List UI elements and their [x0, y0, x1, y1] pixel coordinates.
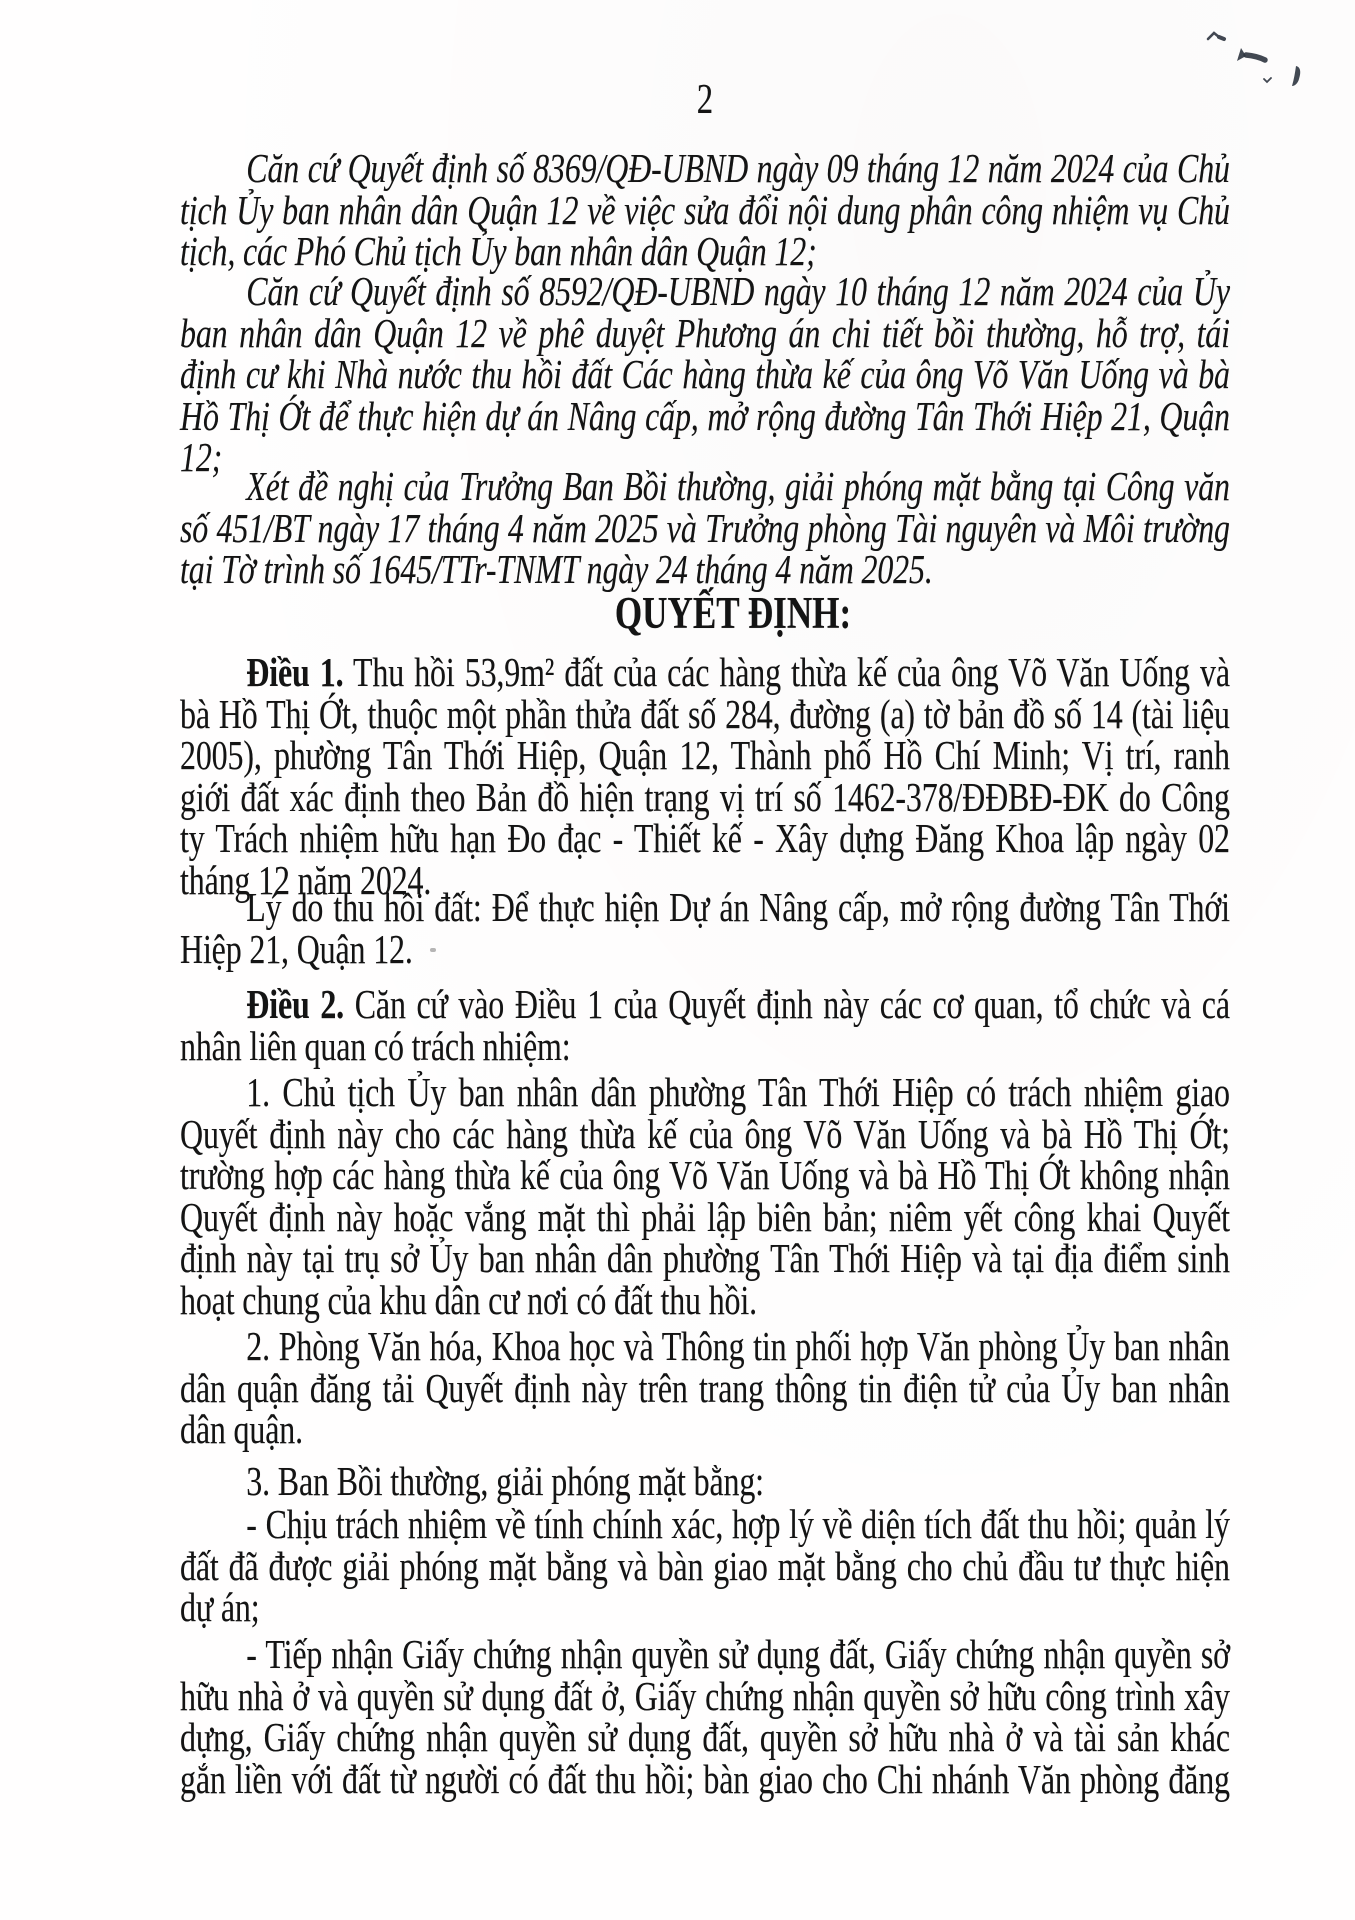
paragraph [180, 1069, 1230, 1323]
paragraph [180, 1631, 1230, 1802]
text-line: Quyết định này hoặc vắng mặt thì phải lập biên bản; niêm yết công khai Quyết [180, 1193, 1230, 1240]
text-line: hoạt chung của khu dân cư nơi có đất thu hồi. [180, 1276, 757, 1323]
text-line: Hồ Thị Ớt để thực hiện dự án Nâng cấp, mở rộng đường Tân Thới Hiệp 21, Quận [180, 392, 1230, 439]
text-line: Căn cứ Quyết định số 8369/QĐ-UBND ngày 09 tháng 12 năm 2024 của Chủ [246, 145, 1230, 191]
text-line: giới đất xác định theo Bản đồ hiện trạng vị trí số 1462-378/ĐĐBĐ-ĐK do Công [180, 773, 1230, 820]
text-line: hữu nhà ở và quyền sử dụng đất ở, Giấy chứng nhận quyền sở hữu công trình xây [180, 1672, 1230, 1719]
text-line: số 451/BT ngày 17 tháng 4 năm 2025 và Trưởng phòng Tài nguyên và Môi trường [180, 504, 1230, 551]
paragraph [180, 145, 1230, 274]
text-line: đất đã được giải phóng mặt bằng và bàn giao mặt bằng cho chủ đầu tư thực hiện [180, 1542, 1230, 1589]
text-line: dự án; [180, 1584, 260, 1630]
paragraph [180, 1323, 1230, 1452]
page-number: 2 [696, 77, 714, 123]
text-line: bà Hồ Thị Ớt, thuộc một phần thửa đất số 284, đường (a) tờ bản đồ số 14 (tài liệu [180, 690, 1230, 737]
text-line: dân quận đăng tải Quyết định này trên trang thông tin điện tử của Ủy ban nhân [180, 1364, 1230, 1411]
text-line: tại Tờ trình số 1645/TTr-TNMT ngày 24 tháng 4 năm 2025. [180, 546, 933, 592]
text-line: 12; [180, 434, 223, 480]
text-line: Điều 2. Căn cứ vào Điều 1 của Quyết định này các cơ quan, tổ chức và cá [246, 981, 1230, 1027]
paragraph [180, 268, 1230, 480]
text-line: 2005), phường Tân Thới Hiệp, Quận 12, Thành phố Hồ Chí Minh; Vị trí, ranh [180, 732, 1230, 778]
paragraph [180, 463, 1230, 592]
section-heading: QUYẾT ĐỊNH: [614, 588, 852, 638]
text-line: ban nhân dân Quận 12 về phê duyệt Phương án chi tiết bồi thường, hỗ trợ, tái [180, 309, 1230, 356]
text-line: - Tiếp nhận Giấy chứng nhận quyền sử dụng đất, Giấy chứng nhận quyền sở [246, 1631, 1230, 1677]
text-line: 3. Ban Bồi thường, giải phóng mặt bằng: [246, 1458, 764, 1504]
text-line: tịch, các Phó Chủ tịch Ủy ban nhân dân Quận 12; [180, 228, 817, 274]
text-line: Lý do thu hồi đất: Để thực hiện Dự án Nâng cấp, mở rộng đường Tân Thới [246, 884, 1230, 930]
text-line: trường hợp các hàng thừa kế của ông Võ Văn Uống và bà Hồ Thị Ớt không nhận [180, 1152, 1230, 1198]
text-line: ty Trách nhiệm hữu hạn Đo đạc - Thiết kế - Xây dựng Đăng Khoa lập ngày 02 [180, 815, 1230, 861]
text-line: Căn cứ Quyết định số 8592/QĐ-UBND ngày 10 tháng 12 năm 2024 của Ủy [246, 268, 1230, 314]
text-line: - Chịu trách nhiệm về tính chính xác, hợp lý về diện tích đất thu hồi; quản lý [246, 1501, 1230, 1547]
ink-speck [430, 948, 436, 952]
text-line: gắn liền với đất từ người có đất thu hồi; bàn giao cho Chi nhánh Văn phòng đăng [180, 1755, 1230, 1802]
text-line: dựng, Giấy chứng nhận quyền sử dụng đất, quyền sở hữu nhà ở và tài sản khác [180, 1714, 1230, 1760]
text-line: 2. Phòng Văn hóa, Khoa học và Thông tin phối hợp Văn phòng Ủy ban nhân [246, 1323, 1230, 1369]
text-line: dân quận. [180, 1406, 303, 1452]
paragraph [180, 1458, 1230, 1504]
text-line: Điều 1. Thu hồi 53,9m² đất của các hàng thừa kế của ông Võ Văn Uống và [246, 649, 1230, 695]
text-line: 1. Chủ tịch Ủy ban nhân dân phường Tân Thới Hiệp có trách nhiệm giao [246, 1069, 1230, 1115]
text-line: tịch Ủy ban nhân dân Quận 12 về việc sửa đổi nội dung phân công nhiệm vụ Chủ [180, 186, 1230, 233]
text-line: nhân liên quan có trách nhiệm: [180, 1022, 571, 1069]
text-line: định này tại trụ sở Ủy ban nhân dân phường Tân Thới Hiệp và tại địa điểm sinh [180, 1235, 1230, 1281]
paragraph [180, 649, 1230, 903]
text-line: Hiệp 21, Quận 12. [180, 925, 413, 972]
paragraph [180, 981, 1230, 1069]
text-line: định cư khi Nhà nước thu hồi đất Các hàng thừa kế của ông Võ Văn Uống và bà [180, 351, 1230, 397]
text-line: Xét đề nghị của Trưởng Ban Bồi thường, giải phóng mặt bằng tại Công văn [246, 463, 1230, 509]
paragraph [180, 884, 1230, 972]
text-line: tháng 12 năm 2024. [180, 856, 432, 903]
text-line: Quyết định này cho các hàng thừa kế của ông Võ Văn Uống và bà Hồ Thị Ớt; [180, 1110, 1230, 1157]
paragraph [180, 1501, 1230, 1630]
